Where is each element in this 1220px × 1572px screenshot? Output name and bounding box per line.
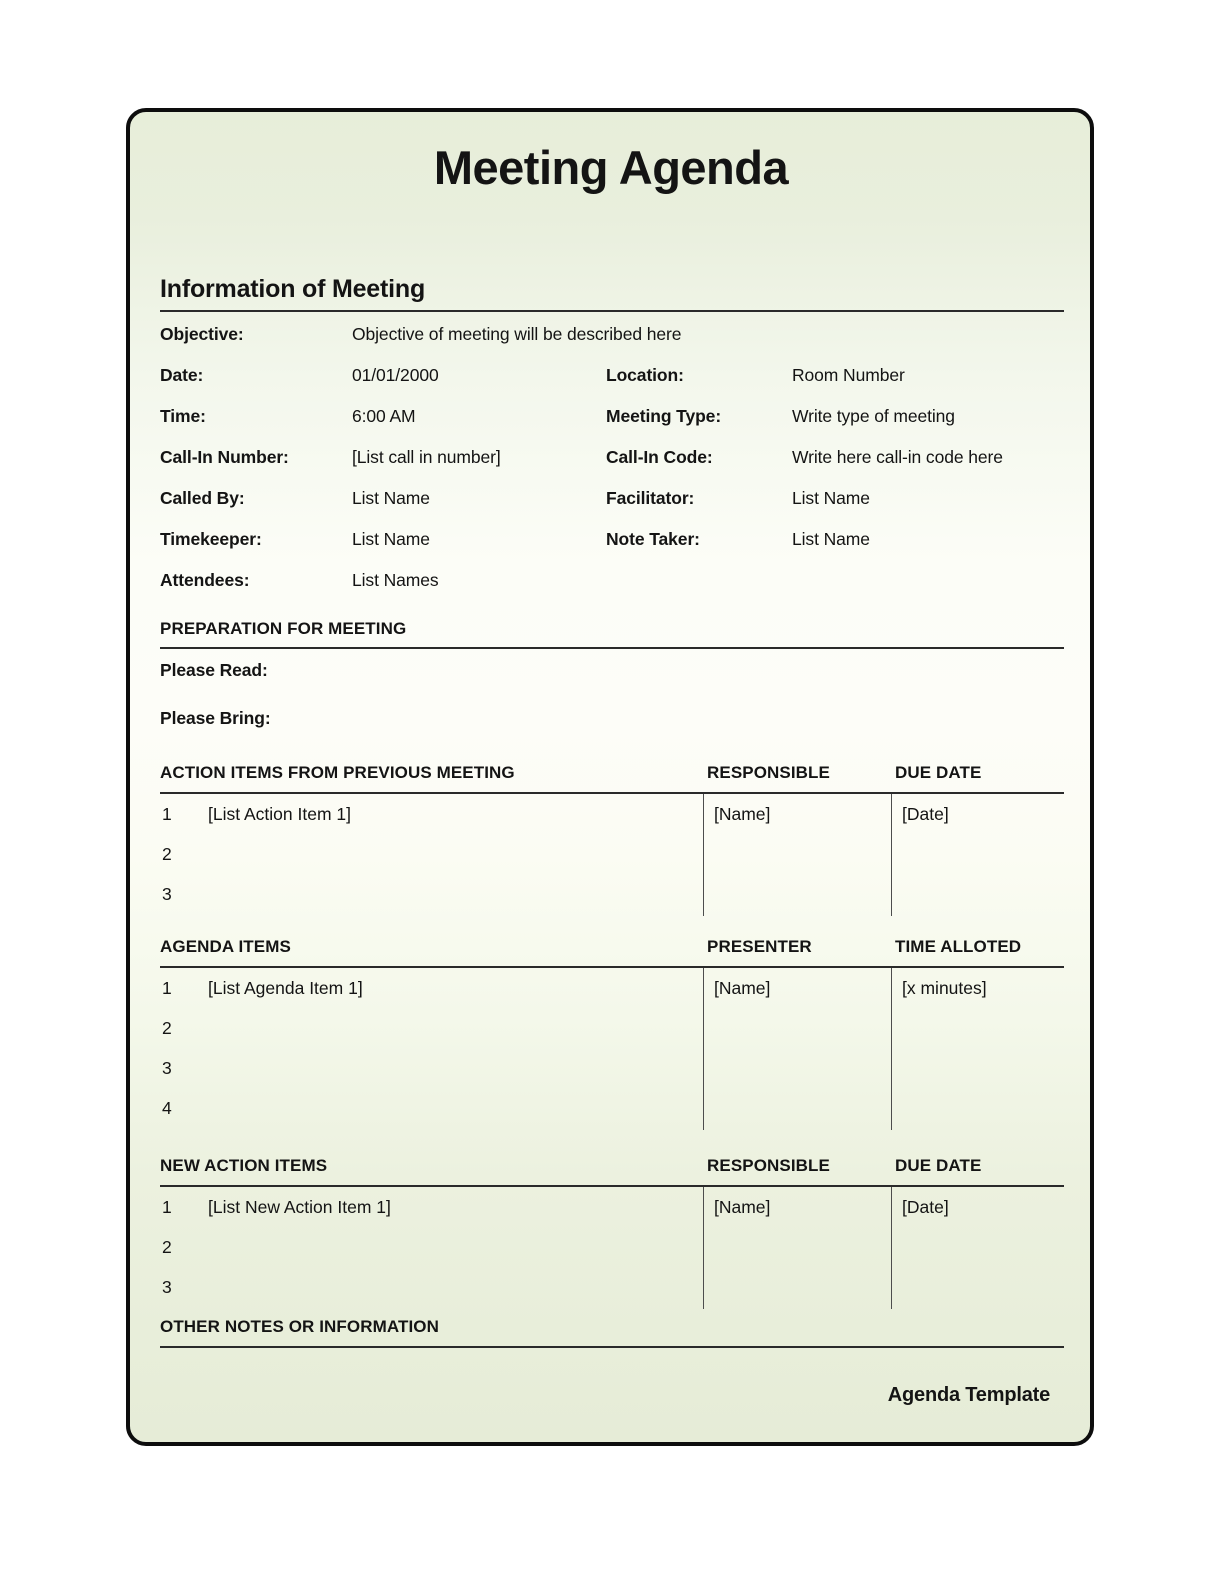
- info-value-location: Room Number: [792, 365, 905, 385]
- row-responsible: [Name]: [714, 1197, 771, 1217]
- info-value-objective: Objective of meeting will be described here: [352, 324, 682, 344]
- info-value-called-by: List Name: [352, 488, 430, 508]
- column-header-agenda-presenter: PRESENTER: [707, 937, 812, 956]
- row-number: 3: [162, 1277, 172, 1297]
- section-heading-other-notes: OTHER NOTES OR INFORMATION: [160, 1317, 439, 1336]
- info-row-call-in: [158, 447, 1064, 487]
- column-header-new-due-date: DUE DATE: [895, 1156, 982, 1175]
- info-row-time-meeting-type: [158, 406, 1064, 446]
- row-number: 2: [162, 844, 172, 864]
- info-label-called-by: Called By:: [160, 488, 245, 508]
- info-value-note-taker: List Name: [792, 529, 870, 549]
- divider-information: [160, 310, 1064, 312]
- divider-preparation: [160, 647, 1064, 649]
- row-presenter: [Name]: [714, 978, 771, 998]
- info-value-date: 01/01/2000: [352, 365, 439, 385]
- info-value-facilitator: List Name: [792, 488, 870, 508]
- column-divider-agenda-right: [891, 968, 892, 1130]
- column-header-previous-due-date: DUE DATE: [895, 763, 982, 782]
- info-label-time: Time:: [160, 406, 206, 426]
- section-heading-information: Information of Meeting: [160, 275, 426, 303]
- info-label-meeting-type: Meeting Type:: [606, 406, 722, 426]
- row-number: 1: [162, 804, 172, 824]
- preparation-label-please-bring: Please Bring:: [160, 708, 271, 728]
- column-header-new-responsible: RESPONSIBLE: [707, 1156, 830, 1175]
- row-text: [List Agenda Item 1]: [208, 978, 363, 998]
- table-heading-new-action-items: NEW ACTION ITEMS: [160, 1156, 328, 1175]
- row-number: 3: [162, 1058, 172, 1078]
- column-header-previous-responsible: RESPONSIBLE: [707, 763, 830, 782]
- info-label-objective: Objective:: [160, 324, 244, 344]
- preparation-label-please-read: Please Read:: [160, 660, 268, 680]
- divider-other-notes: [160, 1346, 1064, 1348]
- divider-previous-action-items: [160, 792, 1064, 794]
- info-label-date: Date:: [160, 365, 204, 385]
- document-inner: [158, 112, 1064, 1442]
- row-number: 4: [162, 1098, 172, 1118]
- info-row-called-by-facilitator: [158, 488, 1064, 528]
- info-row-timekeeper-note-taker: [158, 529, 1064, 569]
- info-label-facilitator: Facilitator:: [606, 488, 695, 508]
- table-heading-previous-action-items: ACTION ITEMS FROM PREVIOUS MEETING: [160, 763, 515, 782]
- row-due-date: [Date]: [902, 804, 949, 824]
- page-title: Meeting Agenda: [433, 141, 789, 194]
- column-header-agenda-time-alloted: TIME ALLOTED: [895, 937, 1022, 956]
- info-value-attendees: List Names: [352, 570, 439, 590]
- divider-agenda-items: [160, 966, 1064, 968]
- info-value-call-in-number: [List call in number]: [352, 447, 501, 467]
- row-time-alloted: [x minutes]: [902, 978, 987, 998]
- row-text: [List Action Item 1]: [208, 804, 351, 824]
- info-label-attendees: Attendees:: [160, 570, 250, 590]
- row-number: 1: [162, 1197, 172, 1217]
- info-label-call-in-code: Call-In Code:: [606, 447, 713, 467]
- column-divider-new-right: [891, 1187, 892, 1309]
- info-label-note-taker: Note Taker:: [606, 529, 700, 549]
- row-number: 2: [162, 1018, 172, 1038]
- info-label-call-in-number: Call-In Number:: [160, 447, 289, 467]
- info-value-call-in-code: Write here call-in code here: [792, 447, 1003, 467]
- column-divider-agenda-mid: [703, 968, 704, 1130]
- row-due-date: [Date]: [902, 1197, 949, 1217]
- row-text: [List New Action Item 1]: [208, 1197, 391, 1217]
- footer-template-label: Agenda Template: [887, 1384, 1050, 1406]
- table-heading-agenda-items: AGENDA ITEMS: [160, 937, 291, 956]
- agenda-document-card: [126, 108, 1094, 1446]
- column-divider-previous-mid: [703, 794, 704, 916]
- row-responsible: [Name]: [714, 804, 771, 824]
- info-value-meeting-type: Write type of meeting: [792, 406, 955, 426]
- section-heading-preparation: PREPARATION FOR MEETING: [160, 619, 407, 638]
- divider-new-action-items: [160, 1185, 1064, 1187]
- info-label-location: Location:: [606, 365, 684, 385]
- info-row-objective: [158, 324, 1064, 364]
- column-divider-new-mid: [703, 1187, 704, 1309]
- row-number: 1: [162, 978, 172, 998]
- info-value-timekeeper: List Name: [352, 529, 430, 549]
- info-row-attendees: [158, 570, 1064, 610]
- row-number: 3: [162, 884, 172, 904]
- info-value-time: 6:00 AM: [352, 406, 416, 426]
- column-divider-previous-right: [891, 794, 892, 916]
- info-label-timekeeper: Timekeeper:: [160, 529, 262, 549]
- row-number: 2: [162, 1237, 172, 1257]
- info-row-date-location: [158, 365, 1064, 405]
